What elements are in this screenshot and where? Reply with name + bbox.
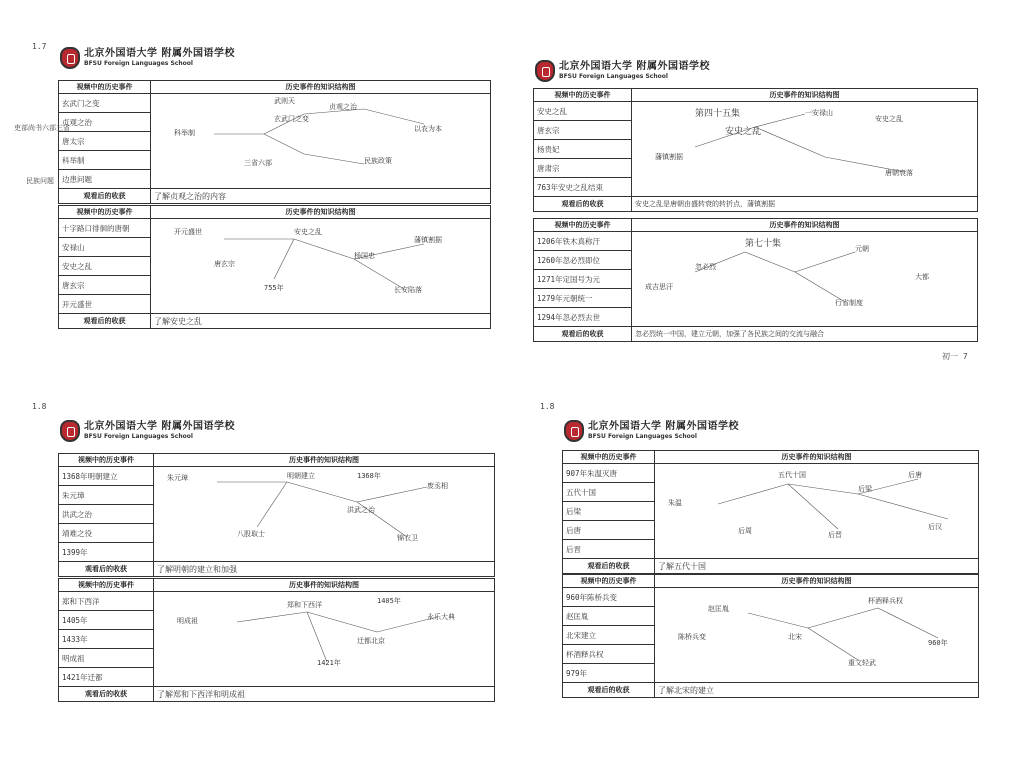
map-node: 安史之乱 <box>875 115 903 123</box>
harvest-label: 观看后的收获 <box>563 559 655 574</box>
upper-table <box>562 450 979 574</box>
event-cell: 960年陈桥兵变 <box>563 588 655 607</box>
event-col-header: 视频中的历史事件 <box>534 89 632 102</box>
event-col-header: 视频中的历史事件 <box>534 219 632 232</box>
map-node: 藩镇割据 <box>655 153 683 161</box>
map-node: 八股取士 <box>237 530 265 538</box>
map-node: 朱元璋 <box>167 474 188 482</box>
margin-note: 吏部尚书六部三省 <box>14 124 70 132</box>
map-node: 五代十国 <box>778 471 806 479</box>
map-node: 杯酒释兵权 <box>868 597 903 605</box>
event-cell: 靖难之役 <box>59 524 154 543</box>
knowledge-map-cell <box>632 232 978 327</box>
map-node: 1368年 <box>357 472 381 480</box>
upper-table <box>533 88 978 212</box>
map-node: 民族政策 <box>364 157 392 165</box>
map-col-header: 历史事件的知识结构图 <box>151 206 491 219</box>
event-col-header: 视频中的历史事件 <box>59 454 154 467</box>
event-cell: 杯酒释兵权 <box>563 645 655 664</box>
lower-table <box>533 218 978 342</box>
map-node: 成吉思汗 <box>645 283 673 291</box>
knowledge-map-cell <box>151 219 491 314</box>
school-logo <box>60 47 235 69</box>
event-cell: 1421年迁都 <box>59 668 154 687</box>
sheet-3-corner-note: 1.8 <box>32 402 47 411</box>
school-emblem-icon <box>535 60 555 82</box>
map-node: 重文轻武 <box>848 659 876 667</box>
map-node: 忽必烈 <box>695 263 716 271</box>
knowledge-map-cell <box>154 467 495 562</box>
event-cell: 杨贵妃 <box>534 140 632 159</box>
event-col-header: 视频中的历史事件 <box>59 206 151 219</box>
map-node: 唐朝衰落 <box>885 169 913 177</box>
map-node: 锦衣卫 <box>397 534 418 542</box>
map-col-header: 历史事件的知识结构图 <box>151 81 491 94</box>
event-cell: 边患问题 <box>59 170 151 189</box>
map-node: 安史之乱 <box>294 228 322 236</box>
school-name-cn: 北京外国语大学 附属外国语学校 <box>84 48 235 59</box>
event-cell: 1399年 <box>59 543 154 562</box>
harvest-label: 观看后的收获 <box>59 687 154 702</box>
harvest-label: 观看后的收获 <box>59 189 151 204</box>
map-node: 755年 <box>264 284 284 292</box>
event-cell: 唐太宗 <box>59 132 151 151</box>
event-cell: 五代十国 <box>563 483 655 502</box>
event-cell: 洪武之治 <box>59 505 154 524</box>
harvest-text: 了解贞观之治的内容 <box>151 189 491 204</box>
map-node: 朱温 <box>668 499 682 507</box>
event-col-header: 视频中的历史事件 <box>563 575 655 588</box>
map-node: 北宋 <box>788 633 802 641</box>
map-node: 大都 <box>915 273 929 281</box>
lower-table <box>562 574 979 698</box>
map-node: 元朝 <box>855 245 869 253</box>
school-logo <box>60 420 235 442</box>
map-node: 后周 <box>738 527 752 535</box>
map-node: 三省六部 <box>244 159 272 167</box>
event-col-header: 视频中的历史事件 <box>59 579 154 592</box>
school-name-en: BFSU Foreign Languages School <box>84 60 193 67</box>
lower-table <box>58 578 495 702</box>
event-cell: 763年安史之乱结束 <box>534 178 632 197</box>
map-node: 明朝建立 <box>287 472 315 480</box>
map-node: 开元盛世 <box>174 228 202 236</box>
harvest-text: 安史之乱是唐朝由盛转衰的转折点，藩镇割据 <box>632 197 978 212</box>
sheet-4-corner-note: 1.8 <box>540 402 555 411</box>
map-node: 后唐 <box>908 471 922 479</box>
map-col-header: 历史事件的知识结构图 <box>154 454 495 467</box>
map-node: 行省制度 <box>835 299 863 307</box>
harvest-text: 了解明朝的建立和加强 <box>154 562 495 577</box>
map-node: 后汉 <box>928 523 942 531</box>
event-cell: 开元盛世 <box>59 295 151 314</box>
map-node: 后晋 <box>828 531 842 539</box>
map-node: 科举制 <box>174 129 195 137</box>
school-logo <box>535 60 710 82</box>
event-cell: 玄武门之变 <box>59 94 151 113</box>
school-name-en: BFSU Foreign Languages School <box>84 433 193 440</box>
harvest-label: 观看后的收获 <box>534 197 632 212</box>
map-node: 杨国忠 <box>354 252 375 260</box>
map-col-header: 历史事件的知识结构图 <box>655 451 979 464</box>
event-cell: 1294年忽必烈去世 <box>534 308 632 327</box>
event-cell: 明成祖 <box>59 649 154 668</box>
event-cell: 1433年 <box>59 630 154 649</box>
event-cell: 安史之乱 <box>534 102 632 121</box>
event-cell: 赵匡胤 <box>563 607 655 626</box>
school-name-cn: 北京外国语大学 附属外国语学校 <box>84 421 235 432</box>
knowledge-map-cell <box>154 592 495 687</box>
harvest-label: 观看后的收获 <box>534 327 632 342</box>
event-cell: 907年朱温灭唐 <box>563 464 655 483</box>
map-node: 废丞相 <box>427 482 448 490</box>
knowledge-map-cell <box>151 94 491 189</box>
event-cell: 唐玄宗 <box>59 276 151 295</box>
event-cell: 1405年 <box>59 611 154 630</box>
margin-note: 民族问题 <box>26 177 54 185</box>
map-node: 永乐大典 <box>427 613 455 621</box>
event-cell: 唐玄宗 <box>534 121 632 140</box>
event-cell: 1368年明朝建立 <box>59 467 154 486</box>
event-cell: 唐肃宗 <box>534 159 632 178</box>
knowledge-map-cell <box>632 102 978 197</box>
map-node: 陈桥兵变 <box>678 633 706 641</box>
map-node: 唐玄宗 <box>214 260 235 268</box>
map-node: 明成祖 <box>177 617 198 625</box>
map-node: 迁都北京 <box>357 637 385 645</box>
school-name-en: BFSU Foreign Languages School <box>588 433 697 440</box>
school-emblem-icon <box>564 420 584 442</box>
worksheet-4 <box>562 418 978 698</box>
school-logo <box>564 420 739 442</box>
harvest-text: 了解五代十国 <box>655 559 979 574</box>
sheet-1-corner-note: 1.7 <box>32 42 47 51</box>
map-col-header: 历史事件的知识结构图 <box>655 575 979 588</box>
event-cell: 979年 <box>563 664 655 683</box>
event-cell: 北宋建立 <box>563 626 655 645</box>
map-node: 一安禄山 <box>805 109 833 117</box>
event-col-header: 视频中的历史事件 <box>59 81 151 94</box>
event-cell: 朱元璋 <box>59 486 154 505</box>
upper-table <box>58 453 495 577</box>
event-cell: 后唐 <box>563 521 655 540</box>
map-node: 后梁 <box>858 485 872 493</box>
school-name-en: BFSU Foreign Languages School <box>559 73 668 80</box>
map-node: 安史之乱 <box>725 127 762 137</box>
school-name-cn: 北京外国语大学 附属外国语学校 <box>559 61 710 72</box>
harvest-text: 了解安史之乱 <box>151 314 491 329</box>
worksheet-2 <box>533 58 977 346</box>
map-node: 赵匡胤 <box>708 605 729 613</box>
harvest-text: 了解北宋的建立 <box>655 683 979 698</box>
event-cell: 贞观之治 <box>59 113 151 132</box>
harvest-label: 观看后的收获 <box>59 314 151 329</box>
knowledge-map-cell <box>655 464 979 559</box>
map-col-header: 历史事件的知识结构图 <box>632 219 978 232</box>
map-node: 以农为本 <box>414 125 442 133</box>
harvest-text: 忽必烈统一中国，建立元朝，加强了各民族之间的交流与融合 <box>632 327 978 342</box>
map-node: 贞观之治 <box>329 103 357 111</box>
map-node: 藩镇割据 <box>414 236 442 244</box>
map-node: 洪武之治 <box>347 506 375 514</box>
map-node: 第七十集 <box>745 239 782 249</box>
map-node: 郑和下西洋 <box>287 601 322 609</box>
event-cell: 1271年定国号为元 <box>534 270 632 289</box>
map-col-header: 历史事件的知识结构图 <box>632 89 978 102</box>
harvest-text: 了解郑和下西洋和明成祖 <box>154 687 495 702</box>
map-col-header: 历史事件的知识结构图 <box>154 579 495 592</box>
map-node: 1405年 <box>377 597 401 605</box>
event-col-header: 视频中的历史事件 <box>563 451 655 464</box>
knowledge-map-lines <box>658 464 976 552</box>
event-cell: 后晋 <box>563 540 655 559</box>
map-node: 1421年 <box>317 659 341 667</box>
event-cell: 郑和下西洋 <box>59 592 154 611</box>
knowledge-map-cell <box>655 588 979 683</box>
event-cell: 1260年忽必烈即位 <box>534 251 632 270</box>
school-emblem-icon <box>60 420 80 442</box>
event-cell: 后梁 <box>563 502 655 521</box>
sheet-2-right-note: 初一 7 <box>942 352 968 361</box>
event-cell: 安禄山 <box>59 238 151 257</box>
worksheet-1 <box>58 45 490 330</box>
harvest-label: 观看后的收获 <box>59 562 154 577</box>
map-node: 玄武门之变 <box>274 115 309 123</box>
map-node: 长安陷落 <box>394 286 422 294</box>
harvest-label: 观看后的收获 <box>563 683 655 698</box>
event-cell: 安史之乱 <box>59 257 151 276</box>
lower-table <box>58 205 491 329</box>
event-cell: 十字路口徘徊的唐朝 <box>59 219 151 238</box>
map-node: 第四十五集 <box>695 109 741 119</box>
map-node: 武则天 <box>274 97 295 105</box>
worksheet-3 <box>58 418 494 702</box>
knowledge-map-lines <box>154 94 488 182</box>
event-cell: 科举制 <box>59 151 151 170</box>
event-cell: 1279年元朝统一 <box>534 289 632 308</box>
upper-table <box>58 80 491 204</box>
school-name-cn: 北京外国语大学 附属外国语学校 <box>588 421 739 432</box>
map-node: 960年 <box>928 639 948 647</box>
school-emblem-icon <box>60 47 80 69</box>
event-cell: 1206年铁木真称汗 <box>534 232 632 251</box>
